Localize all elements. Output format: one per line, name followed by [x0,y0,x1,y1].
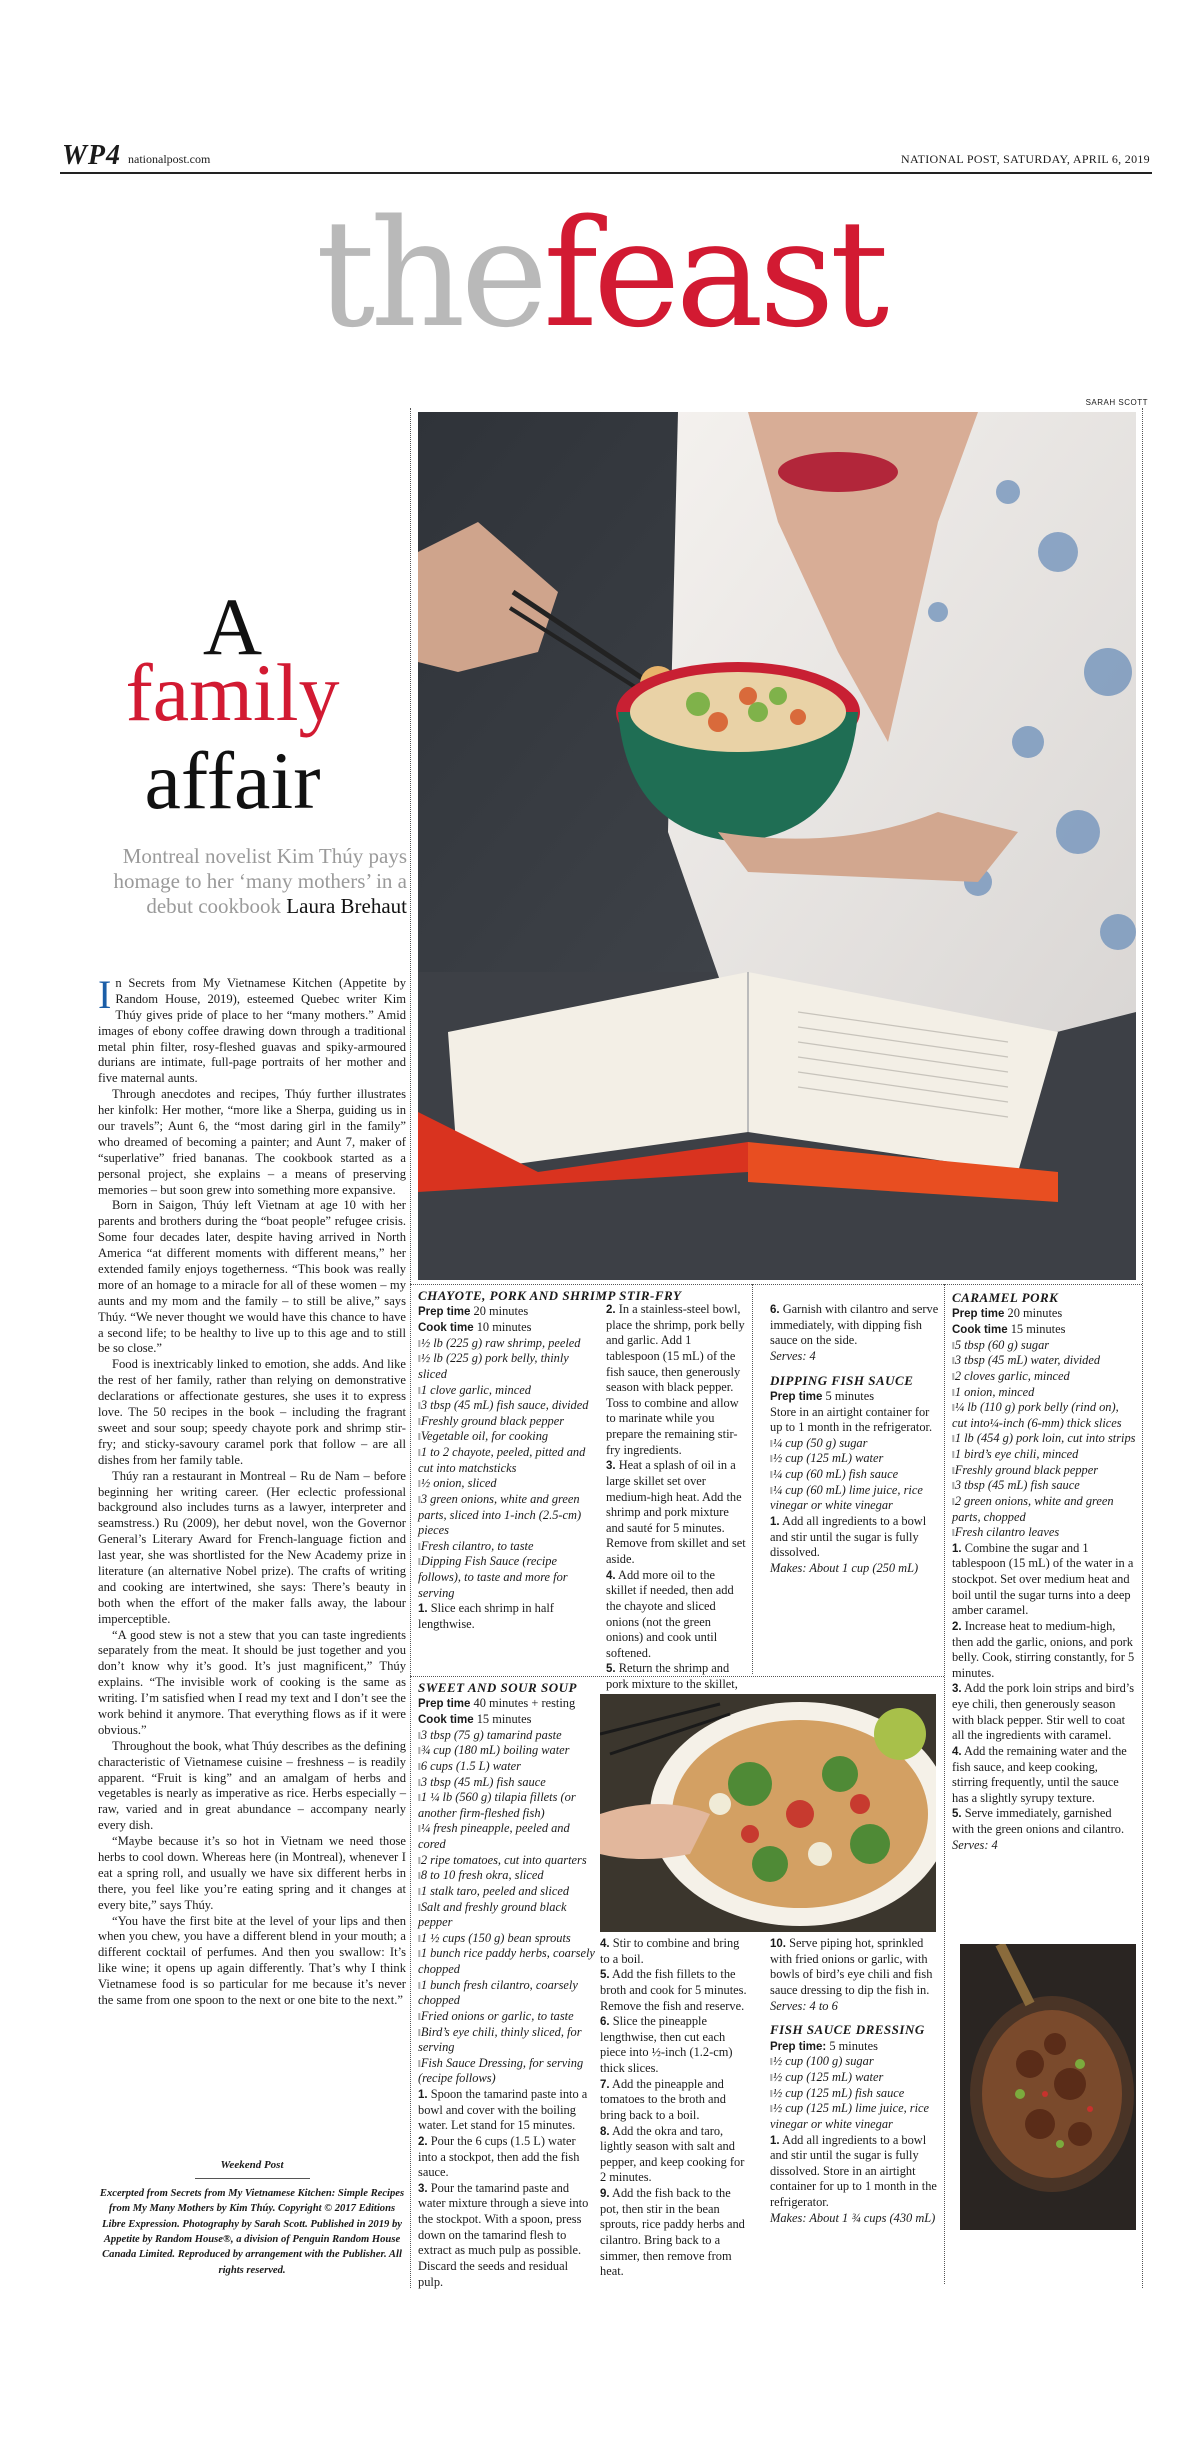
ingredient: ‖ 2 green onions, white and green parts, chopped [952,1494,1136,1525]
ingredient: ‖ 1 clove garlic, minced [418,1383,598,1399]
prep-time: Prep time 20 minutes [952,1306,1063,1321]
headline-line-1: A [202,581,263,672]
recipe-step: 6. Slice the pineapple lengthwise, then cut each piece into ½-inch (1.2-cm) thick slices. [600,2014,733,2075]
soup-photo [600,1694,936,1932]
article-paragraph: Throughout the book, what Thúy describes as the defining characteristic of Vietnamese cuisine – freshness – is readily apparent. “Fruit is king” and an amalgam of herbs and vegetables is nearly as imperative as rice. Herbs especially – raw, varied and in great abundance – accompany nearly every dish. [98,1738,406,1833]
paragraph-text: n Secrets from My Vietnamese Kitchen (Appetite by Random House, 2019), esteemed Quebec writer Kim Thúy gives pride of place to her “many mothers.” Amid images of ebony coffee drawing down through a traditional metal phin filter, rosy-fleshed guavas and spiky-armoured durians are intimate, full-page portraits of her mother and five maternal aunts. [98,976,406,1086]
ingredient: ‖ 1 onion, minced [952,1385,1136,1401]
recipe-step: 5. Return the shrimp and pork mixture to the skillet, [606,1661,738,1691]
ingredient: ‖ ¼ cup (60 mL) lime juice, rice vinegar or white vinegar [770,1483,940,1514]
ingredient: ‖ ¼ fresh pineapple, peeled and cored [418,1821,596,1852]
ingredient: ‖ ½ lb (225 g) raw shrimp, peeled [418,1336,598,1352]
ingredient: ‖ Freshly ground black pepper [418,1414,598,1430]
ingredient: ‖ ½ onion, sliced [418,1476,598,1492]
ingredient: ‖ ½ cup (125 mL) lime juice, rice vinegar or white vinegar [770,2101,938,2132]
ingredient-list [952,1338,1136,1541]
recipe-fish-sauce-dressing [770,1936,938,2226]
recipe-soup-continued [600,1936,750,2280]
recipe-step: 8. Add the okra and taro, lightly season with salt and pepper, and keep cooking for 2 minutes. [600,2123,745,2185]
caramel-pork-photo [960,1944,1136,2230]
ingredient: ‖ 3 green onions, white and green parts, sliced into 1-inch (2.5-cm) pieces [418,1492,598,1539]
dressing-heading: FISH SAUCE DRESSING Prep time: 5 minutes [770,2022,925,2053]
ingredient-list [418,1336,598,1602]
cook-time: Cook time 15 minutes [952,1322,1066,1336]
ingredient: ‖ Fresh cilantro leaves [952,1525,1136,1541]
recipe-title: CHAYOTE, PORK AND SHRIMP STIR-FRY [418,1288,682,1303]
ingredient: ‖ Freshly ground black pepper [952,1463,1136,1479]
byline: Laura Brehaut [286,894,407,919]
recipe-step: 1. Slice each shrimp in half lengthwise. [418,1601,554,1631]
ingredient: ‖ Bird’s eye chili, thinly sliced, for serving [418,2025,596,2056]
makes: Makes: About 1 cup (250 mL) [770,1560,919,1575]
prep-time: Prep time 5 minutes [770,1388,875,1403]
recipe-step: 10. Serve piping hot, sprinkled with fried onions or garlic, with bowls of bird’s eye chili and fish sauce dressing to dip the fish in. [770,1936,933,1997]
ingredient: ‖ 1 to 2 chayote, peeled, pitted and cut into matchsticks [418,1445,598,1476]
ingredient: ‖ ¼ cup (50 g) sugar [770,1436,940,1452]
ingredient: ‖ Fried onions or garlic, to taste [418,2009,596,2025]
makes: Makes: About 1 ¾ cups (430 mL) [770,2210,936,2225]
ingredient-list [770,1436,940,1514]
headline-line-2: family [125,647,340,738]
ingredient: ‖ 3 tbsp (45 mL) fish sauce [952,1478,1136,1494]
ingredient: ‖ ½ cup (100 g) sugar [770,2054,938,2070]
recipe-intro: Store in an airtight container for up to 1 month in the refrigerator. [770,1404,933,1435]
prep-time: Prep time 20 minutes [418,1304,529,1319]
ingredient: ‖ 2 cloves garlic, minced [952,1369,1136,1385]
recipe-step: 2. In a stainless-steel bowl, place the shrimp, pork belly and garlic. Add 1 tablespoon (15 mL) of the fish sauce, then generously season with black pepper. Toss to combine and allow to marinate while you prepare the remaining stir-fry ingredients. [606,1302,745,1457]
ingredient: ‖ 3 tbsp (45 mL) water, divided [952,1353,1136,1369]
ingredient-list [770,2054,938,2132]
recipe-title: SWEET AND SOUR SOUP [418,1680,577,1695]
article-paragraph: Through anecdotes and recipes, Thúy further illustrates her kinfolk: Her mother, “more like a Sherpa, guiding us in our travels”; Aunt 6, the “most daring girl in the family” who dreamed of becoming a painter; and Aunt 7, maker of “superlative” fried bananas. The cookbook started as a personal project, she explains – a means of preserving memories – but soon grew into something more expansive. [98,1087,406,1197]
cook-time: Cook time 15 minutes [418,1712,532,1726]
section-rule [410,1284,1142,1285]
deck [62,844,407,920]
hero-photo [418,412,1136,1280]
signoff-rule [195,2178,310,2179]
recipe-sweet-sour-soup [418,1680,596,2290]
ingredient: ‖ 1 bunch fresh cilantro, coarsely chopped [418,1978,596,2009]
recipe-step: 3. Heat a splash of oil in a large skillet set over medium-high heat. Add the shrimp and pork mixture and sauté for 5 minutes. Remove from skillet and set aside. [606,1458,746,1566]
header-rule [60,172,1152,174]
ingredient: ‖ ¼ lb (110 g) pork belly (rind on), cut into¼-inch (6-mm) thick slices [952,1400,1136,1431]
ingredient: ‖ 1 ½ cups (150 g) bean sprouts [418,1931,596,1947]
serves: Serves: 4 [770,1348,816,1363]
page-folio: WP4 [62,140,121,171]
article-body [98,972,406,2009]
column-rule [410,408,411,2288]
ingredient: ‖ Vegetable oil, for cooking [418,1429,598,1445]
ingredient: ‖ Dipping Fish Sauce (recipe follows), to taste and more for serving [418,1554,598,1601]
ingredient: ‖ 1 bird’s eye chili, minced [952,1447,1136,1463]
photo-credit: SARAH SCOTT [1085,398,1148,407]
recipe-caramel-pork [952,1290,1136,1853]
cook-time: Cook time 10 minutes [418,1320,532,1334]
ingredient: ‖ Fish Sauce Dressing, for serving (recipe follows) [418,2056,596,2087]
ingredient: ‖ 1 lb (454 g) pork loin, cut into strips [952,1431,1136,1447]
recipe-step: 1. Add all ingredients to a bowl and stir until the sugar is fully dissolved. [770,1513,927,1560]
woman-eating-photo [418,412,1136,1280]
drop-cap: I [98,972,112,1017]
prep-time: Prep time 40 minutes + resting [418,1696,576,1711]
recipe-step: 2. Increase heat to medium-high, then add the garlic, onions, and pork belly. Cook, stirring constantly, for 5 minutes. [952,1618,1135,1680]
ingredient: ‖ 3 tbsp (75 g) tamarind paste [418,1728,596,1744]
article-paragraph: “You have the first bite at the level of your lips and then when you chew, you have a different blend in your mouth; a different cocktail of perfumes. And then you swallow: It’s like wine; it opens up again differently. That’s why I think Vietnamese food is so particular for me because it’s never the same from one spoon to the next or one bite to the next.” [98,1913,406,2007]
recipe-dipping-sauce [770,1302,940,1576]
recipe-step: 1. Add all ingredients to a bowl and stir until the sugar is fully dissolved. Store in an airtight container for up to 1 month in the refrigerator. [770,2132,937,2209]
recipe-step: 3. Pour the tamarind paste and water mixture through a sieve into the stockpot. With a spoon, press down on the tamarind flesh to extract as much pulp as possible. Discard the seeds and residual pulp. [418,2180,589,2289]
recipe-step: 1. Combine the sugar and 1 tablespoon (15 mL) of the water in a stockpot. Set over medium heat and boil until the sugar turns into a deep amber caramel. [952,1540,1134,1618]
dateline: NATIONAL POST, SATURDAY, APRIL 6, 2019 [901,152,1150,166]
recipe-step: 5. Serve immediately, garnished with the green onions and cilantro. [952,1806,1125,1836]
recipe-step: 6. Garnish with cilantro and serve immediately, with dipping fish sauce on the side. [770,1302,939,1348]
site-url: nationalpost.com [128,152,211,166]
ingredient: ‖ Fresh cilantro, to taste [418,1539,598,1555]
deck-text: Montreal novelist Kim Thúy pays homage to her ‘many mothers’ in a debut cookbook [113,844,407,919]
ingredient: ‖ Salt and freshly ground black pepper [418,1900,596,1931]
recipe-step: 1. Spoon the tamarind paste into a bowl and cover with the boiling water. Let stand for 15 minutes. [418,2087,588,2133]
column-rule [1142,408,1143,2288]
section-masthead [0,188,1200,360]
ingredient: ‖ ½ cup (125 mL) water [770,1451,940,1467]
article-paragraph: Born in Saigon, Thúy left Vietnam at age 10 with her parents and brothers during the “boat people” refugee crisis. Some four decades later, despite having arrived in North America “at different moments with different means,” her extended family enjoys togetherness. “This book was really more of an homage to a miracle for all of these women – my aunts and my mom and the family – to still be alive,” says Thúy. “We never thought we would have this chance to have a second life; to be healthy to live up to this age and to still be so close.” [98,1198,406,1356]
excerpt-credit: Excerpted from Secrets from My Vietnamese Kitchen: Simple Recipes from My Many Mothers by Kim Thúy. Copyright © 2017 Editions Libre Expression. Photography by Sarah Scott. Published in 2019 by Appetite by Random House®, a division of Penguin Random House Canada Limited. Reproduced by arrangement with the Publisher. All rights reserved. [99,2188,405,2276]
ingredient: ‖ ½ cup (125 mL) fish sauce [770,2086,938,2102]
ingredient: ‖ 6 cups (1.5 L) water [418,1759,596,1775]
ingredient: ‖ 8 to 10 fresh okra, sliced [418,1868,596,1884]
column-rule [752,1284,753,1674]
ingredient: ‖ 1 stalk taro, peeled and sliced [418,1884,596,1900]
recipe-title: DIPPING FISH SAUCE [770,1372,914,1388]
ingredient: ‖ ½ cup (125 mL) water [770,2070,938,2086]
recipe-chayote-continued [606,1302,748,1740]
masthead-feast: feast [543,188,885,360]
recipe-step: 2. Pour the 6 cups (1.5 L) water into a stockpot, then add the fish sauce. [418,2133,580,2180]
ingredient-list [418,1728,596,2087]
signoff: Weekend Post [220,2159,284,2171]
article-paragraph: “Maybe because it’s so hot in Vietnam we need those herbs to cool down. Whereas here (in Montreal), whenever I eat a spring roll, and usually we have six different herbs in there, you feel like you’re eating spring and it changes at every bite,” says Thúy. [98,1834,406,1912]
recipe-title: CARAMEL PORK [952,1290,1059,1305]
recipe-step: 4. Add the remaining water and the fish sauce, and keep cooking, stirring frequently, until the sauce has a slightly syrupy texture. [952,1743,1127,1805]
ingredient: ‖ ½ lb (225 g) pork belly, thinly sliced [418,1351,598,1382]
ingredient: ‖ ¾ cup (180 mL) boiling water [418,1743,596,1759]
pork-dish-photo [960,1944,1136,2230]
article-paragraph: Thúy ran a restaurant in Montreal – Ru de Nam – before beginning her writing career. (Her eclectic professional background also includes turns as a lawyer, interpreter and seamstress.) Ru (2009), her debut novel, won the Governor General’s Literary Award for French-language fiction and last year, she was shortlisted for the New Academy prize in literature (an alternative Nobel prize). The crafts of writing and cooking are intertwined, she says: There’s beauty in both when the effort of the maker falls away, the labour imperceptible. [98,1468,406,1626]
recipe-step: 4. Add more oil to the skillet if needed, then add the chayote and sliced onions (not the green onions) and cook until softened. [606,1567,734,1660]
recipe-step: 5. Add the fish fillets to the broth and cook for 5 minutes. Remove the fish and reserve. [600,1967,747,2013]
ingredient: ‖ 2 ripe tomatoes, cut into quarters [418,1853,596,1869]
headline-line-3: affair [144,735,321,826]
ingredient: ‖ ¼ cup (60 mL) fish sauce [770,1467,940,1483]
masthead-the: the [315,188,544,360]
soup-bowl-photo [600,1694,936,1932]
ingredient: ‖ 1 bunch rice paddy herbs, coarsely chopped [418,1946,596,1977]
column-rule [944,1284,945,2284]
ingredient: ‖ 5 tbsp (60 g) sugar [952,1338,1136,1354]
article-paragraph: Food is inextricably linked to emotion, she adds. And like the rest of her family, rather than relying on demonstrative declarations or affectionate gestures, she uses it to express love. The 50 recipes in the book – including the fragrant sweet and sour soup; speedy chayote pork and shrimp stir-fry; and sticky-savoury caramel pork that follow – are all dishes from her family table. [98,1357,406,1467]
recipe-step: 3. Add the pork loin strips and bird’s eye chili, then generously season with black pepper. Stir well to coat all the ingredients with caramel. [952,1681,1135,1743]
recipe-step: 9. Add the fish back to the pot, then stir in the bean sprouts, rice paddy herbs and cilantro. Bring back to a simmer, then remove from heat. [600,2186,745,2279]
step-list [952,1541,1136,1838]
recipe-step: 4. Stir to combine and bring to a boil. [600,1936,740,1966]
article-paragraph [98,972,406,1087]
article-paragraph: “A good stew is not a stew that you can taste ingredients separately from the meat. It should be just together and you don’t know why it’s good. It’s just magnificent,” Thúy explains. “The invisible work of cooking is the same as writing. I’m satisfied when I read my text and I don’t see the work behind it anymore. That everything flows as if it were obvious.” [98,1627,406,1737]
serves: Serves: 4 to 6 [770,1998,838,2013]
serves: Serves: 4 [952,1837,998,1852]
ingredient: ‖ 3 tbsp (45 mL) fish sauce [418,1775,596,1791]
recipe-step: 7. Add the pineapple and tomatoes to the broth and bring back to a boil. [600,2076,726,2122]
ingredient: ‖ 1 ¼ lb (560 g) tilapia fillets (or another firm-fleshed fish) [418,1790,596,1821]
ingredient: ‖ 3 tbsp (45 mL) fish sauce, divided [418,1398,598,1414]
